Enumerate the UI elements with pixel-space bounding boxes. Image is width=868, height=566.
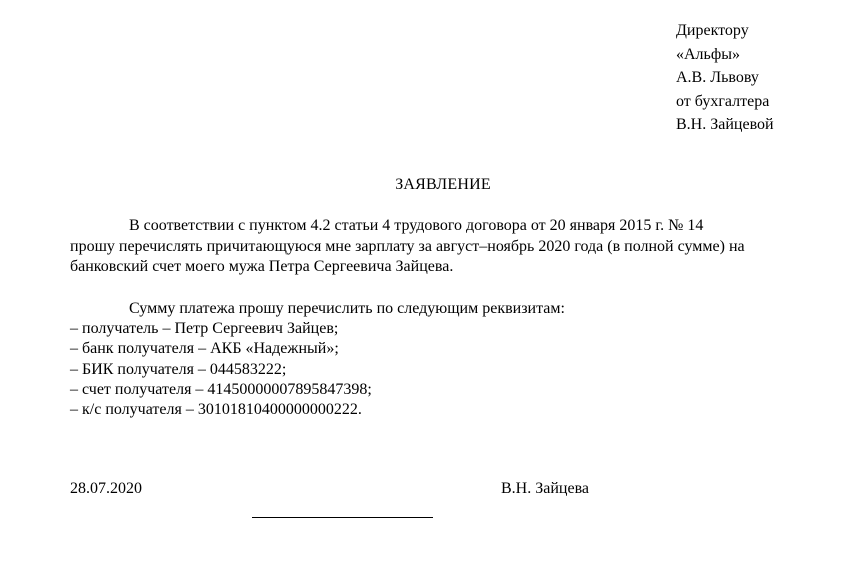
addressee-block: [676, 19, 774, 137]
requisite-bank: – банк получателя – АКБ «Надежный»;: [70, 340, 339, 358]
addressee-line-from: от бухгалтера: [676, 92, 770, 110]
requisites-intro: Сумму платежа прошу перечислить по следующим реквизитам:: [129, 300, 565, 317]
request-line-3: банковский счет моего мужа Петра Сергеевича Зайцева.: [70, 258, 454, 275]
signature-line: [252, 517, 433, 518]
request-line-1: В соответствии с пунктом 4.2 статьи 4 трудового договора от 20 января 2015 г. № 14: [129, 217, 704, 234]
requisite-recipient: – получатель – Петр Сергеевич Зайцев;: [70, 320, 339, 338]
request-paragraph: [70, 216, 830, 278]
addressee-line-sender-name: В.Н. Зайцевой: [676, 116, 774, 133]
document-title: ЗАЯВЛЕНИЕ: [395, 176, 491, 193]
requisite-bik: – БИК получателя – 044583222;: [70, 360, 287, 378]
signer-name: В.Н. Зайцева: [501, 480, 590, 497]
addressee-line-position: Директору: [676, 22, 749, 39]
requisites-paragraph: [70, 299, 830, 420]
document-date: 28.07.2020: [70, 480, 142, 497]
request-line-2: прошу перечислять причитающуюся мне зарплату за август–ноябрь 2020 года (в полной сумме) на: [70, 237, 745, 255]
requisite-corr-account: – к/с получателя – 30101810400000000222.: [70, 401, 362, 419]
addressee-line-director-name: А.В. Львову: [676, 69, 759, 86]
requisite-account: – счет получателя – 41450000007895847398;: [70, 380, 372, 398]
addressee-line-company: «Альфы»: [676, 45, 740, 63]
